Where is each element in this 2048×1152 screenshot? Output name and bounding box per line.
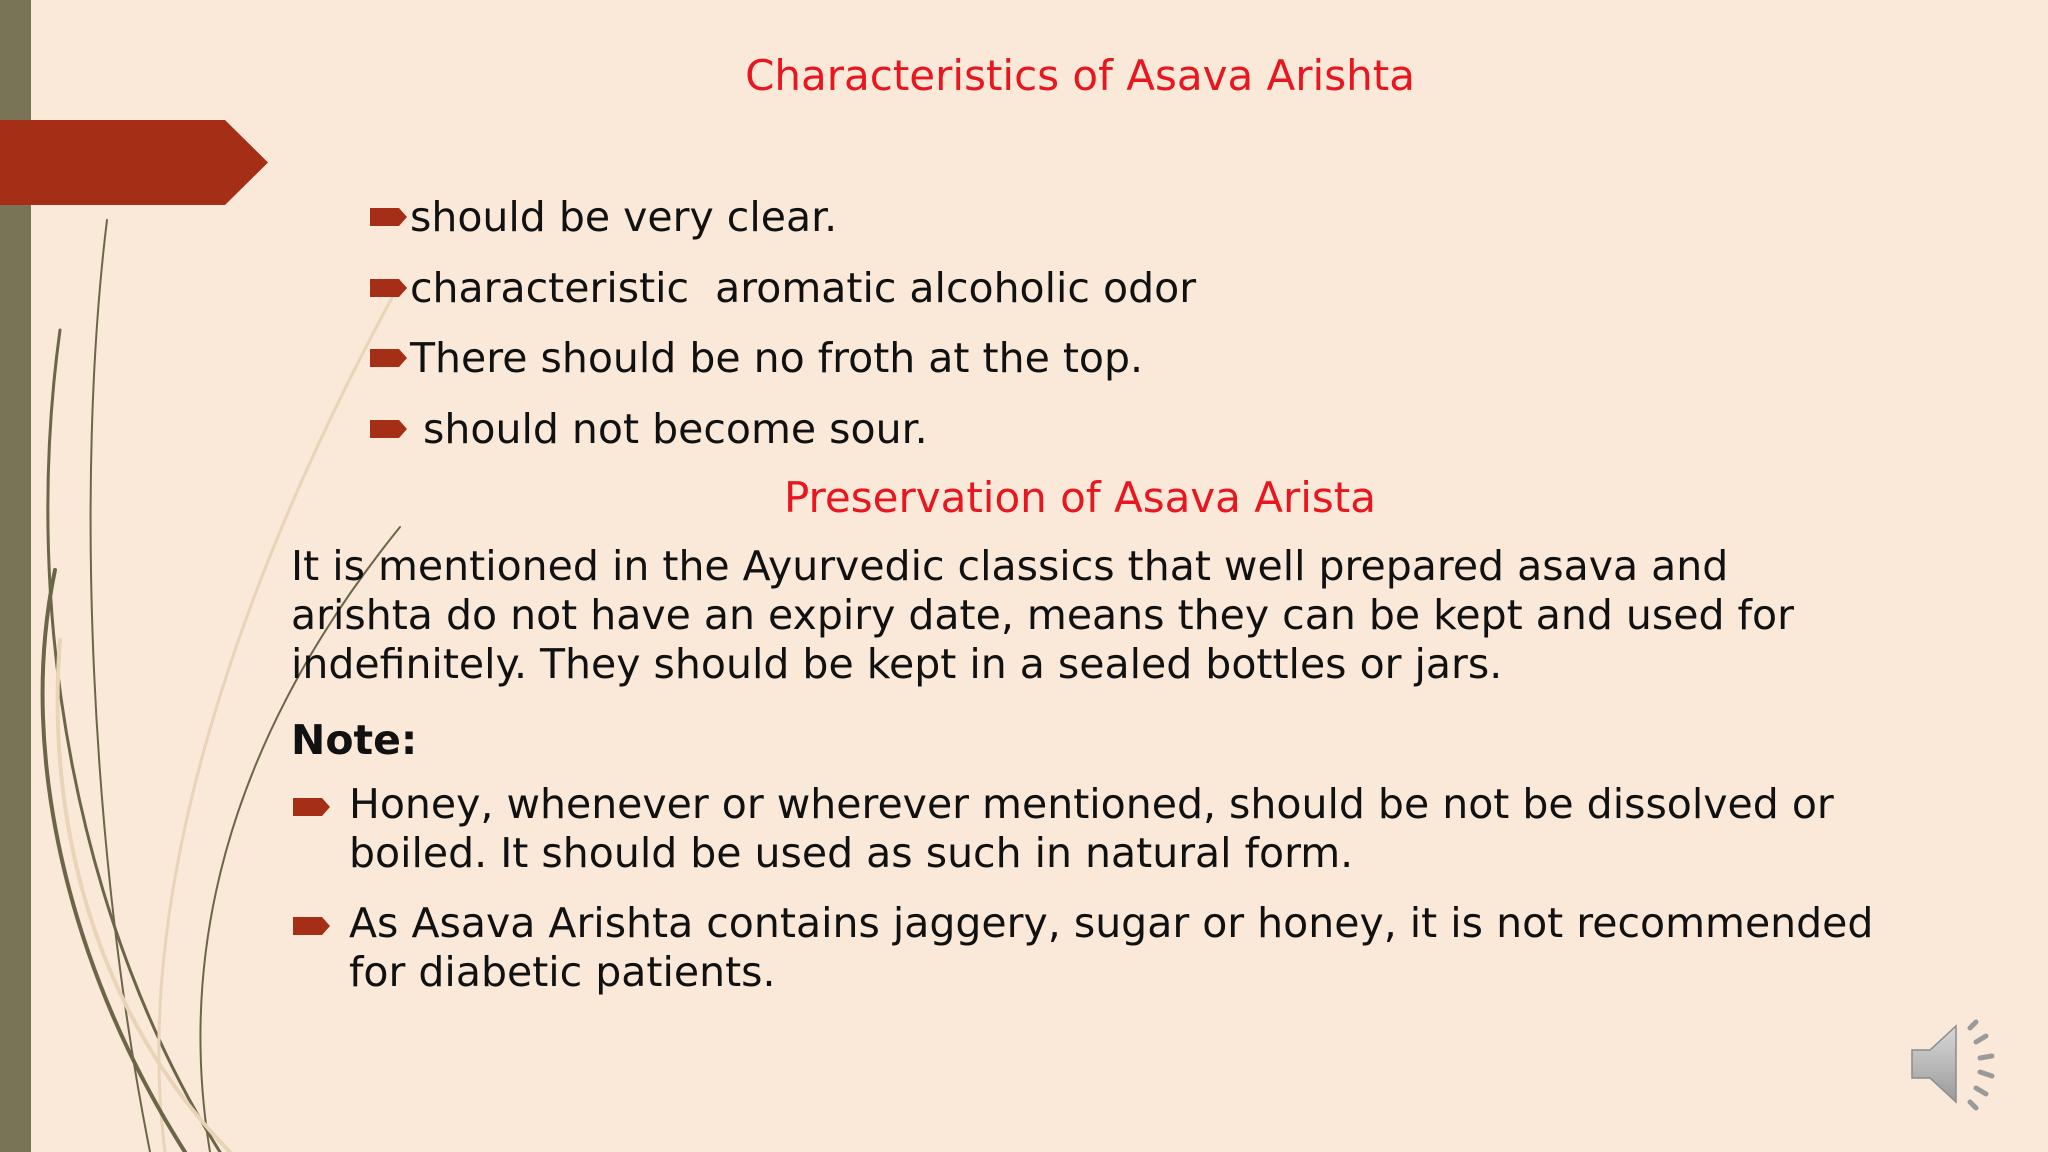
arrow-bullet-icon bbox=[370, 418, 410, 440]
list-item-text: As Asava Arishta contains jaggery, sugar or honey, it is not recommended for diabetic patients. bbox=[349, 899, 1874, 996]
list-item bbox=[370, 253, 1196, 324]
arrow-bullet-icon bbox=[370, 347, 410, 369]
list-item bbox=[370, 323, 1196, 394]
list-item-text: should be very clear. bbox=[410, 193, 838, 241]
list-item-text: There should be no froth at the top. bbox=[410, 334, 1144, 382]
characteristics-list bbox=[370, 182, 1196, 464]
arrow-bullet-icon bbox=[370, 206, 410, 228]
list-item bbox=[370, 182, 1196, 253]
list-item bbox=[291, 899, 1911, 997]
list-item-text: characteristic aromatic alcoholic odor bbox=[410, 263, 1197, 312]
list-item bbox=[291, 780, 1911, 878]
arrow-bullet-icon bbox=[293, 796, 333, 818]
slide-title: Characteristics of Asava Arishta bbox=[745, 51, 1415, 100]
note-label: Note: bbox=[291, 716, 418, 764]
speaker-icon[interactable] bbox=[1908, 1014, 2008, 1114]
list-item-text: should not become sour. bbox=[410, 404, 928, 453]
arrow-bullet-icon bbox=[293, 915, 333, 937]
preservation-paragraph: It is mentioned in the Ayurvedic classics that well prepared asava and arishta do not have an expiry date, means they can be kept and used for indefinitely. They should be kept in a sealed bottles or jars. bbox=[291, 542, 1794, 688]
accent-arrow-shape bbox=[0, 120, 268, 205]
arrow-bullet-icon bbox=[370, 277, 410, 299]
section-heading: Preservation of Asava Arista bbox=[783, 473, 1377, 522]
list-item bbox=[370, 394, 1196, 465]
notes-list bbox=[291, 780, 1911, 1018]
list-item-text: Honey, whenever or wherever mentioned, should be not be dissolved or boiled. It should be used as such in natural form. bbox=[349, 780, 1834, 877]
